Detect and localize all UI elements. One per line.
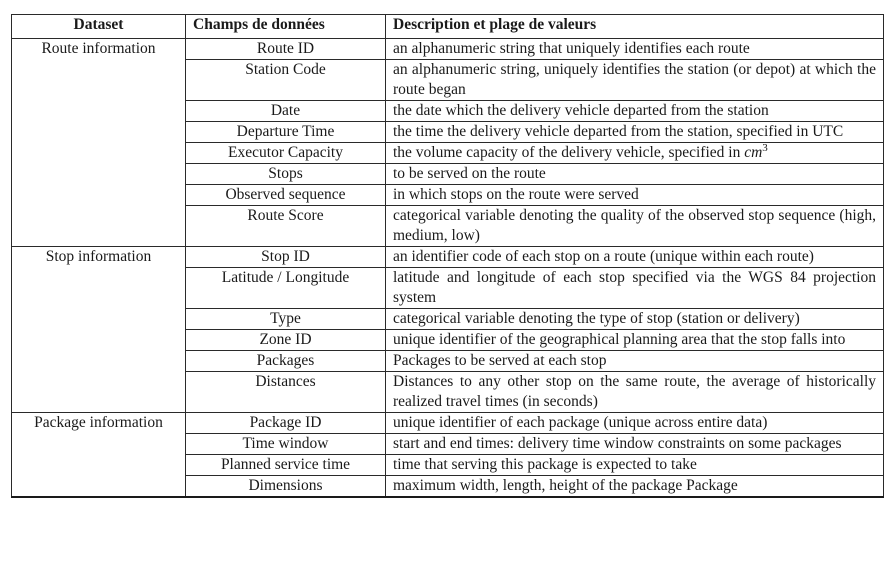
field-name: Station Code xyxy=(186,60,386,101)
description-text: the volume capacity of the delivery vehicle, specified in xyxy=(393,144,741,161)
header-dataset: Dataset xyxy=(12,15,186,39)
field-description xyxy=(386,413,884,434)
description-text: Packages to be served at each stop xyxy=(393,352,607,369)
field-name: Distances xyxy=(186,372,386,413)
field-description xyxy=(386,434,884,455)
field-name: Zone ID xyxy=(186,330,386,351)
field-description xyxy=(386,351,884,372)
field-description xyxy=(386,101,884,122)
description-text: an identifier code of each stop on a route (unique within each route) xyxy=(393,248,814,265)
description-text: an alphanumeric string that uniquely identifies each route xyxy=(393,40,750,57)
field-name: Package ID xyxy=(186,413,386,434)
group-label: Stop information xyxy=(12,247,186,413)
description-text: time that serving this package is expected to take xyxy=(393,456,697,473)
field-description xyxy=(386,455,884,476)
field-description xyxy=(386,309,884,330)
field-description xyxy=(386,39,884,60)
unit-base: cm xyxy=(744,144,763,161)
field-name: Packages xyxy=(186,351,386,372)
unit-exponent: 3 xyxy=(762,141,768,154)
field-description xyxy=(386,60,884,101)
field-description xyxy=(386,185,884,206)
field-name: Stop ID xyxy=(186,247,386,268)
field-description xyxy=(386,372,884,413)
field-description xyxy=(386,122,884,143)
field-name: Time window xyxy=(186,434,386,455)
description-text: in which stops on the route were served xyxy=(393,186,639,203)
group-label: Route information xyxy=(12,39,186,247)
field-description xyxy=(386,268,884,309)
field-name: Type xyxy=(186,309,386,330)
field-description xyxy=(386,330,884,351)
table-header-row xyxy=(12,15,884,39)
field-name: Executor Capacity xyxy=(186,143,386,164)
table-row xyxy=(12,39,884,60)
table-row xyxy=(12,247,884,268)
field-name: Planned service time xyxy=(186,455,386,476)
field-description xyxy=(386,164,884,185)
field-name: Latitude / Longitude xyxy=(186,268,386,309)
description-text: an alphanumeric string, uniquely identifies the station (or depot) at which the route began xyxy=(393,61,876,98)
field-name: Stops xyxy=(186,164,386,185)
description-text: to be served on the route xyxy=(393,165,546,182)
table-row xyxy=(12,413,884,434)
field-description xyxy=(386,143,884,164)
field-name: Route ID xyxy=(186,39,386,60)
description-text: start and end times: delivery time window constraints on some packages xyxy=(393,435,842,452)
field-name: Observed sequence xyxy=(186,185,386,206)
description-text: the time the delivery vehicle departed from the station, specified in UTC xyxy=(393,123,844,140)
header-fields: Champs de données xyxy=(186,15,386,39)
field-name: Date xyxy=(186,101,386,122)
description-text: the date which the delivery vehicle departed from the station xyxy=(393,102,769,119)
field-description xyxy=(386,247,884,268)
description-text: categorical variable denoting the type of stop (station or delivery) xyxy=(393,310,800,327)
table-body xyxy=(12,39,884,498)
field-name: Dimensions xyxy=(186,476,386,498)
dataset-fields-table xyxy=(11,14,884,498)
description-text: categorical variable denoting the quality of the observed stop sequence (high, medium, low) xyxy=(393,207,876,244)
field-name: Route Score xyxy=(186,206,386,247)
unit-symbol xyxy=(744,141,768,161)
description-text: unique identifier of each package (unique across entire data) xyxy=(393,414,768,431)
field-description xyxy=(386,476,884,498)
description-text: latitude and longitude of each stop specified via the WGS 84 projection system xyxy=(393,269,876,306)
description-text: Distances to any other stop on the same route, the average of historically realized travel times (in seconds) xyxy=(393,373,876,410)
field-description xyxy=(386,206,884,247)
field-name: Departure Time xyxy=(186,122,386,143)
description-text: maximum width, length, height of the package Package xyxy=(393,477,738,494)
group-label: Package information xyxy=(12,413,186,498)
header-description: Description et plage de valeurs xyxy=(386,15,884,39)
description-text: unique identifier of the geographical planning area that the stop falls into xyxy=(393,331,846,348)
